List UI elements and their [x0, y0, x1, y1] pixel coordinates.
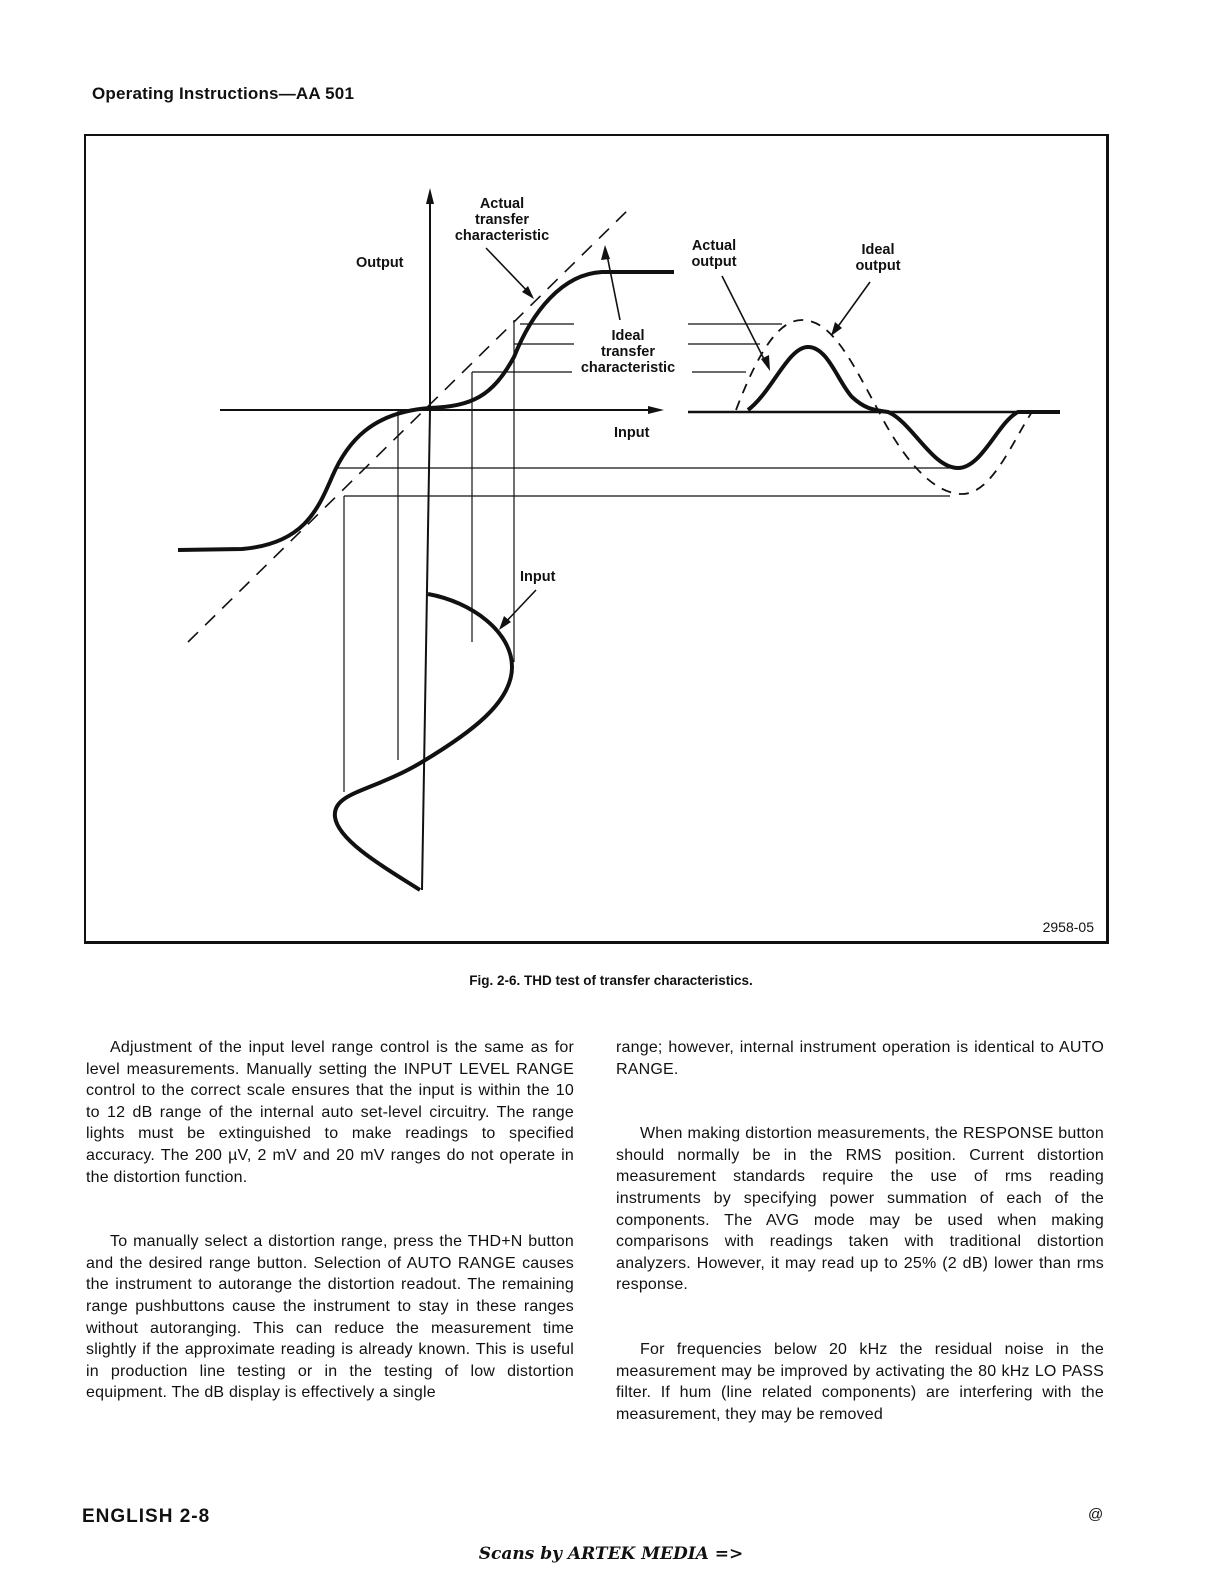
- ideal-transfer-label-3: characteristic: [580, 360, 676, 376]
- output-axis-lower: [422, 410, 430, 890]
- paragraph: range; however, internal instrument operation is identical to AUTO RANGE.: [616, 1039, 1104, 1078]
- paragraph: When making distortion measurements, the RESPONSE button should normally be in the RMS position. Current distortion measurement standards require the use of rms reading instruments by specifying power summation of each of the components. The AVG mode may be used when making comparisons with readings taken with traditional distortion analyzers. However, it may read up to 25% (2 dB) lower than rms response.: [616, 1125, 1104, 1294]
- actual-transfer-label-3: characteristic: [454, 228, 550, 244]
- actual-output-wave: [748, 347, 1060, 468]
- input-axis-label: Input: [614, 425, 650, 441]
- figure-frame: [84, 134, 1109, 944]
- left-column: [86, 1037, 574, 1447]
- actual-output-label-1: Actual: [691, 238, 737, 254]
- page-number: ENGLISH 2-8: [82, 1506, 211, 1527]
- output-axis-label: Output: [356, 255, 404, 271]
- right-column: [616, 1037, 1104, 1468]
- output-axis-arrow: [426, 188, 434, 204]
- input-axis-arrow: [648, 406, 664, 414]
- input-wave-label: Input: [520, 569, 556, 585]
- figure-id: 2958-05: [1042, 919, 1094, 935]
- actual-transfer-label-1: Actual: [479, 196, 525, 212]
- ideal-transfer-line: [188, 208, 630, 642]
- transfer-characteristic-diagram: [86, 136, 1108, 943]
- actual-transfer-label-2: transfer: [475, 212, 529, 228]
- ideal-output-label-1: Ideal: [861, 242, 895, 258]
- figure-caption: Fig. 2-6. THD test of transfer characteristics.: [469, 973, 753, 988]
- paragraph: To manually select a distortion range, press the THD+N button and the desired range button. Selection of AUTO RANGE causes the instrument to autorange the distortion readout. The remaining range pushbuttons cause the instrument to stay in these ranges without autoranging. This can reduce the measurement time slightly if the approximate reading is already known. This is useful in production line testing or in the testing of low distortion equipment. The dB display is effectively a single: [86, 1233, 574, 1402]
- paragraph: For frequencies below 20 kHz the residual noise in the measurement may be improved by activating the 80 kHz LO PASS filter. If hum (line related components) are interfering with the measurement, they may be removed: [616, 1340, 1104, 1423]
- actual-output-label-2: output: [691, 254, 737, 270]
- ideal-transfer-label-1: Ideal: [611, 328, 645, 344]
- page-header: Operating Instructions—AA 501: [92, 84, 355, 103]
- paragraph: Adjustment of the input level range control is the same as for level measurements. Manually setting the INPUT LEVEL RANGE control to the correct scale ensures that the input is within the 10 to 12 dB range of the internal auto set-level circuitry. The range lights must be extinguished to make readings to specified accuracy. The 200 µV, 2 mV and 20 mV ranges do not operate in the distortion function.: [86, 1039, 574, 1186]
- scan-credit: Scans by ARTEK MEDIA =>: [478, 1544, 744, 1564]
- ideal-output-label-2: output: [855, 258, 901, 274]
- footer-mark: @: [1088, 1506, 1104, 1523]
- ideal-transfer-label-2: transfer: [601, 344, 655, 360]
